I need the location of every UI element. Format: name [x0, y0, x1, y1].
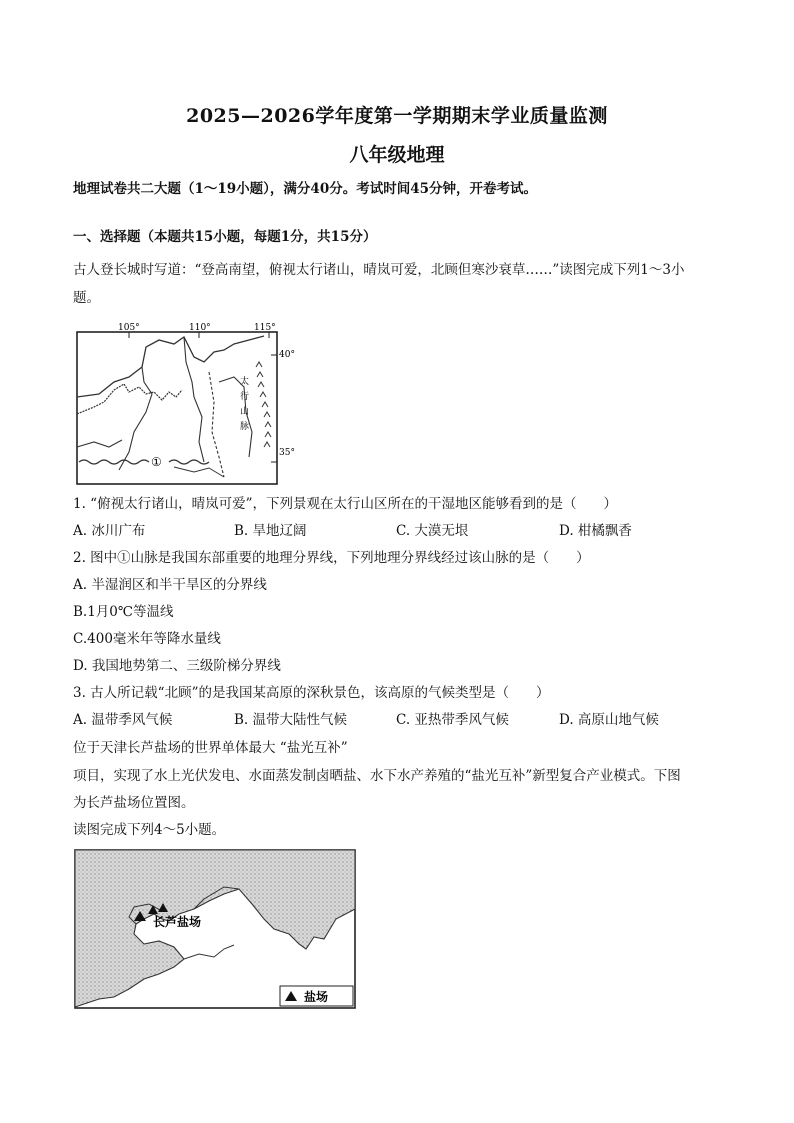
- lon-label-115: 115°: [254, 323, 276, 333]
- section1-heading: 一、选择题（本题共15小题，每题1分，共15分）: [73, 229, 377, 245]
- q1-option-d: D. 柑橘飘香: [559, 523, 632, 539]
- mountain-char-1: 太: [240, 377, 250, 387]
- q3-stem: 3. 古人所记载“北顾”的是我国某高原的深秋景色，该高原的气候类型是（ ）: [73, 685, 550, 701]
- lat-label-40: 40°: [279, 350, 295, 360]
- legend-label: 盐场: [304, 990, 329, 1004]
- lon-label-105: 105°: [118, 323, 140, 333]
- q3-option-c: C. 亚热带季风气候: [396, 712, 509, 728]
- passage2-line4: 读图完成下列4～5小题。: [73, 822, 226, 838]
- passage2-line1: 位于天津长芦盐场的世界单体最大 “盐光互补”: [73, 740, 348, 756]
- q1-option-a: A. 冰川广布: [73, 523, 146, 539]
- q2-option-d: D. 我国地势第二、三级阶梯分界线: [73, 658, 281, 674]
- q1-stem: 1. “俯视太行诸山，晴岚可爱”，下列景观在太行山区所在的干湿地区能够看到的是（ ）: [73, 496, 617, 512]
- q2-stem: 2. 图中①山脉是我国东部重要的地理分界线，下列地理分界线经过该山脉的是（ ）: [73, 550, 590, 566]
- lon-label-110: 110°: [189, 323, 211, 333]
- passage2-line3: 为长芦盐场位置图。: [73, 795, 195, 811]
- exam-subtitle: 八年级地理: [349, 144, 445, 166]
- q3-option-a: A. 温带季风气候: [73, 712, 173, 728]
- q2-option-a: A. 半湿润区和半干旱区的分界线: [73, 577, 267, 593]
- mountain-char-2: 行: [240, 392, 250, 402]
- q1-option-c: C. 大漠无垠: [396, 523, 469, 539]
- q2-option-c: C.400毫米年等降水量线: [73, 631, 221, 647]
- lat-label-35: 35°: [279, 448, 295, 458]
- mountain-char-3: 山: [240, 407, 250, 417]
- salt-field-label: 长芦盐场: [153, 915, 202, 929]
- exam-instructions: 地理试卷共二大题（1～19小题），满分40分。考试时间45分钟，开卷考试。: [73, 181, 538, 197]
- passage2-line2: 项目，实现了水上光伏发电、水面蒸发制卤晒盐、水下水产养殖的“盐光互补”新型复合产业模式。下图: [73, 768, 681, 784]
- q1-option-b: B. 旱地辽阔: [234, 523, 307, 539]
- section1-intro-line1: 古人登长城时写道：“登高南望，俯视太行诸山，晴岚可爱，北顾但寒沙衰草……”读图完成下列1～3小: [73, 262, 685, 278]
- mountain-char-4: 脉: [240, 422, 250, 432]
- section1-intro-line2: 题。: [73, 290, 100, 306]
- taihang-map: [74, 322, 306, 486]
- exam-title: 2025—2026学年度第一学期期末学业质量监测: [186, 105, 608, 127]
- q3-option-b: B. 温带大陆性气候: [234, 712, 348, 728]
- marker-1: ①: [151, 455, 162, 469]
- changlu-map: [74, 849, 358, 1011]
- q2-option-b: B.1月0℃等温线: [73, 604, 174, 620]
- q3-option-d: D. 高原山地气候: [559, 712, 659, 728]
